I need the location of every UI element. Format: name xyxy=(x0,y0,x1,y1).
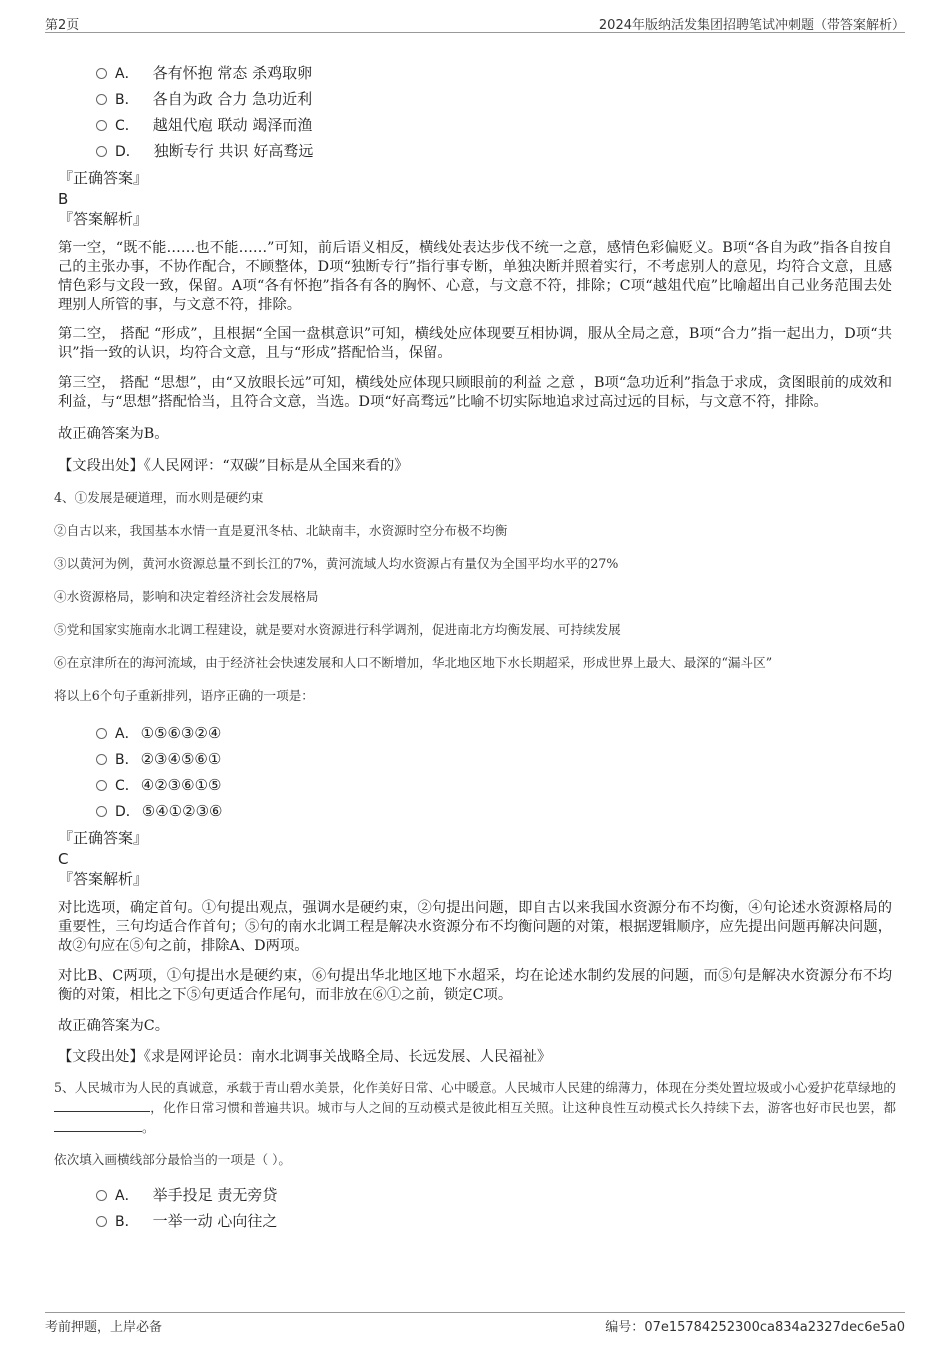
page-footer xyxy=(45,1312,905,1335)
radio-icon[interactable] xyxy=(96,728,107,739)
q4-source: 【文段出处】《求是网评论员：南水北调事关战略全局、长远发展、人民福祉》 xyxy=(58,1049,552,1065)
q3-analysis-para-2: 第二空， 搭配 “形成”，且根据“全国一盘棋意识”可知，横线处应体现要互相协调，服从全局之意，B项“合力”指一起出力，D项“共识”指一致的认识，均符合文意，且与“形成”搭配恰当，保留。 xyxy=(58,326,892,361)
q3-analysis-label: 『答案解析』 xyxy=(58,210,149,228)
q5-prompt: 依次填入画横线部分最恰当的一项是（ ）。 xyxy=(54,1152,291,1167)
page-number: 第2页 xyxy=(45,18,80,33)
page-header xyxy=(45,12,905,33)
radio-icon[interactable] xyxy=(96,1216,107,1227)
q3-source: 【文段出处】《人民网评：“双碳”目标是从全国来看的》 xyxy=(58,458,409,474)
radio-icon[interactable] xyxy=(96,68,107,79)
q5-options xyxy=(0,1182,950,1234)
q4-analysis-para-2: 对比B、C两项，①句提出水是硬约束，⑥句提出华北地区地下水超采，均在论述水制约发展的问题，而⑤句是解决水资源分布不均衡的对策，相比之下⑤句更适合作尾句，而非放在⑥①之前，锁定C项。 xyxy=(58,968,892,1003)
q4-analysis-para-1: 对比选项，确定首句。①句提出观点，强调水是硬约束，②句提出问题，即自古以来我国水资源分布不均衡，④句论述水资源格局的重要性，三句均适合作首句；⑤句的南水北调工程是解决水资源分布不均衡问题的对策，根据逻辑顺序，应先提出问题再解决问题，故②句应在⑤句之前，排除A、D两项。 xyxy=(58,900,892,954)
radio-icon[interactable] xyxy=(96,780,107,791)
q4-sentence-2: ②自古以来，我国基本水情一直是夏汛冬枯、北缺南丰，水资源时空分布极不均衡 xyxy=(54,523,508,538)
q5-stem: 5、人民城市为人民的真诚意，承载于青山碧水美景，化作美好日常、心中暖意。人民城市人民建的绵薄力，体现在分类处置垃圾或小心爱护花草绿地的，化作日常习惯和普遍共识。城市与人之间的互动模式是彼此相互关照。让这种良性互动模式长久持续下去，游客也好市民也罢，都。 xyxy=(54,1080,896,1135)
q5-option-a[interactable]: A． 举手投足 责无旁贷 xyxy=(96,1182,950,1208)
q5-option-b[interactable]: B． 一举一动 心向往之 xyxy=(96,1208,950,1234)
q4-answer: C xyxy=(58,850,69,868)
document-body xyxy=(0,60,950,1234)
q4-option-d[interactable]: D． ⑤④①②③⑥ xyxy=(96,798,950,824)
q3-option-a[interactable]: A． 各有怀抱 常态 杀鸡取卵 xyxy=(96,60,950,86)
q4-sentence-1: 4、①发展是硬道理，而水则是硬约束 xyxy=(54,490,264,505)
radio-icon[interactable] xyxy=(96,1190,107,1201)
q4-conclusion: 故正确答案为C。 xyxy=(58,1018,170,1034)
q4-answer-label: 『正确答案』 xyxy=(58,829,149,847)
q3-answer-label: 『正确答案』 xyxy=(58,169,149,187)
radio-icon[interactable] xyxy=(96,806,107,817)
q3-option-d[interactable]: D． 独断专行 共识 好高骛远 xyxy=(96,138,950,164)
q4-option-c[interactable]: C． ④②③⑥①⑤ xyxy=(96,772,950,798)
q4-analysis-label: 『答案解析』 xyxy=(58,870,149,888)
q4-option-a[interactable]: A． ①⑤⑥③②④ xyxy=(96,720,950,746)
q4-sentence-3: ③以黄河为例，黄河水资源总量不到长江的7%，黄河流域人均水资源占有量仅为全国平均水平的27% xyxy=(54,556,619,571)
radio-icon[interactable] xyxy=(96,754,107,765)
q4-sentence-6: ⑥在京津所在的海河流域，由于经济社会快速发展和人口不断增加，华北地区地下水长期超采，形成世界上最大、最深的“漏斗区” xyxy=(54,655,773,670)
radio-icon[interactable] xyxy=(96,94,107,105)
document-code-value: 07e15784252300ca834a2327dec6e5a0 xyxy=(644,1320,905,1335)
document-code: 编号：07e15784252300ca834a2327dec6e5a0 xyxy=(605,1320,905,1335)
radio-icon[interactable] xyxy=(96,120,107,131)
footer-slogan: 考前押题，上岸必备 xyxy=(45,1320,163,1335)
q4-prompt: 将以上6个句子重新排列，语序正确的一项是： xyxy=(54,688,314,703)
q3-analysis-para-3: 第三空， 搭配 “思想”，由“又放眼长远”可知，横线处应体现只顾眼前的利益 之意 ，B项“急功近利”指急于求成，贪图眼前的成效和利益，与“思想”搭配恰当，且符合文意，当选。D项“好高骛远”比喻不切实际地追求过高过远的目标，与文意不符，排除。 xyxy=(58,375,892,410)
q4-options xyxy=(0,720,950,824)
q4-sentence-4: ④水资源格局，影响和决定着经济社会发展格局 xyxy=(54,589,319,604)
fill-blank-1[interactable] xyxy=(54,1099,150,1112)
document-title: 2024年版纳活发集团招聘笔试冲刺题（带答案解析） xyxy=(598,18,905,33)
q3-option-b[interactable]: B． 各自为政 合力 急功近利 xyxy=(96,86,950,112)
q3-analysis-para-1: 第一空，“既不能……也不能……”可知，前后语义相反，横线处表达步伐不统一之意，感情色彩偏贬义。B项“各自为政”指各自按自己的主张办事，不协作配合，不顾整体，D项“独断专行”指行事专断，单独决断并照着实行，不考虑别人的意见，均符合文意，且感情色彩与文段一致，保留。A项“各有怀抱”指各有各的胸怀、心意，与文意不符，排除；C项“越俎代庖”比喻超出自己业务范围去处理别人所管的事，与文意不符，排除。 xyxy=(58,240,892,313)
q3-option-c[interactable]: C． 越俎代庖 联动 竭泽而渔 xyxy=(96,112,950,138)
q4-option-b[interactable]: B． ②③④⑤⑥① xyxy=(96,746,950,772)
q3-answer: B xyxy=(58,190,69,208)
q4-sentence-5: ⑤党和国家实施南水北调工程建设，就是要对水资源进行科学调剂，促进南北方均衡发展、可持续发展 xyxy=(54,622,621,637)
q3-options xyxy=(0,60,950,164)
fill-blank-2[interactable] xyxy=(54,1119,142,1132)
q3-conclusion: 故正确答案为B。 xyxy=(58,426,169,442)
radio-icon[interactable] xyxy=(96,146,107,157)
